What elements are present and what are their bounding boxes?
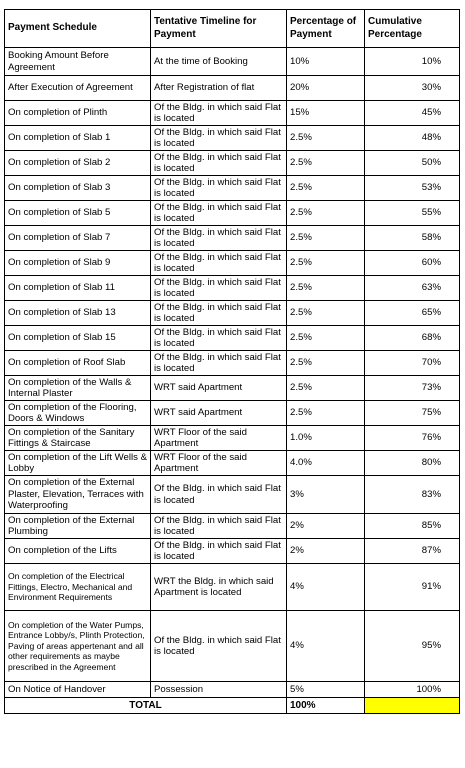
payment-schedule-cell: On completion of Slab 9: [5, 251, 151, 276]
table-row: [5, 682, 460, 698]
payment-schedule-cell: On completion of the Lift Wells & Lobby: [5, 451, 151, 476]
percentage-cell: 2.5%: [287, 201, 365, 226]
percentage-cell: 2%: [287, 539, 365, 564]
table-row: [5, 564, 460, 611]
payment-schedule-cell: On Notice of Handover: [5, 682, 151, 698]
table-row: [5, 48, 460, 76]
percentage-cell: 2.5%: [287, 151, 365, 176]
table-row: [5, 539, 460, 564]
timeline-cell: WRT Floor of the said Apartment: [151, 451, 287, 476]
percentage-cell: 10%: [287, 48, 365, 76]
cumulative-cell: 91%: [365, 564, 460, 611]
table-row: [5, 76, 460, 101]
table-row: [5, 426, 460, 451]
total-percentage: 100%: [287, 698, 365, 714]
table-row: [5, 126, 460, 151]
payment-schedule-cell: On completion of the Sanitary Fittings & Staircase: [5, 426, 151, 451]
percentage-cell: 1.0%: [287, 426, 365, 451]
timeline-cell: At the time of Booking: [151, 48, 287, 76]
table-row: [5, 226, 460, 251]
percentage-cell: 2.5%: [287, 226, 365, 251]
timeline-cell: Of the Bldg. in which said Flat is located: [151, 276, 287, 301]
timeline-cell: Of the Bldg. in which said Flat is located: [151, 176, 287, 201]
timeline-cell: Of the Bldg. in which said Flat is located: [151, 251, 287, 276]
cumulative-cell: 48%: [365, 126, 460, 151]
payment-schedule-cell: On completion of Plinth: [5, 101, 151, 126]
total-label: TOTAL: [5, 698, 287, 714]
percentage-cell: 2.5%: [287, 351, 365, 376]
timeline-cell: Of the Bldg. in which said Flat is located: [151, 514, 287, 539]
cumulative-cell: 63%: [365, 276, 460, 301]
cumulative-cell: 60%: [365, 251, 460, 276]
cumulative-cell: 87%: [365, 539, 460, 564]
percentage-cell: 2.5%: [287, 126, 365, 151]
payment-schedule-cell: Booking Amount Before Agreement: [5, 48, 151, 76]
percentage-cell: 2.5%: [287, 276, 365, 301]
table-row: [5, 401, 460, 426]
timeline-cell: Of the Bldg. in which said Flat is located: [151, 611, 287, 682]
payment-schedule-cell: On completion of the Lifts: [5, 539, 151, 564]
payment-schedule-cell: On completion of Slab 11: [5, 276, 151, 301]
total-highlight-cell: [365, 698, 460, 714]
timeline-cell: Of the Bldg. in which said Flat is located: [151, 301, 287, 326]
percentage-cell: 2%: [287, 514, 365, 539]
cumulative-cell: 10%: [365, 48, 460, 76]
percentage-cell: 4%: [287, 564, 365, 611]
percentage-cell: 2.5%: [287, 251, 365, 276]
table-row: [5, 176, 460, 201]
payment-schedule-table: [4, 9, 460, 714]
cumulative-cell: 58%: [365, 226, 460, 251]
cumulative-cell: 68%: [365, 326, 460, 351]
header-percentage: Percentage of Payment: [287, 10, 365, 48]
cumulative-cell: 70%: [365, 351, 460, 376]
table-row: [5, 326, 460, 351]
payment-schedule-cell: On completion of Slab 15: [5, 326, 151, 351]
timeline-cell: WRT Floor of the said Apartment: [151, 426, 287, 451]
table-row: [5, 351, 460, 376]
timeline-cell: WRT the Bldg. in which said Apartment is located: [151, 564, 287, 611]
table-row: [5, 101, 460, 126]
table-row: [5, 301, 460, 326]
percentage-cell: 2.5%: [287, 376, 365, 401]
timeline-cell: Of the Bldg. in which said Flat is located: [151, 201, 287, 226]
timeline-cell: Of the Bldg. in which said Flat is located: [151, 539, 287, 564]
cumulative-cell: 30%: [365, 76, 460, 101]
cumulative-cell: 100%: [365, 682, 460, 698]
timeline-cell: Of the Bldg. in which said Flat is located: [151, 126, 287, 151]
cumulative-cell: 45%: [365, 101, 460, 126]
payment-schedule-cell: After Execution of Agreement: [5, 76, 151, 101]
cumulative-cell: 53%: [365, 176, 460, 201]
percentage-cell: 2.5%: [287, 176, 365, 201]
payment-schedule-cell: On completion of the Water Pumps, Entrance Lobby/s, Plinth Protection, Paving of areas appertenant and all other requirements as maybe prescribed in the Agreement: [5, 611, 151, 682]
payment-schedule-cell: On completion of the Electrical Fittings, Electro, Mechanical and Environment Requirements: [5, 564, 151, 611]
percentage-cell: 2.5%: [287, 326, 365, 351]
table-row: [5, 151, 460, 176]
table-row: [5, 251, 460, 276]
cumulative-cell: 76%: [365, 426, 460, 451]
timeline-cell: WRT said Apartment: [151, 401, 287, 426]
table-row: [5, 376, 460, 401]
table-row: [5, 611, 460, 682]
cumulative-cell: 95%: [365, 611, 460, 682]
percentage-cell: 3%: [287, 476, 365, 514]
percentage-cell: 15%: [287, 101, 365, 126]
payment-schedule-cell: On completion of the Walls & Internal Plaster: [5, 376, 151, 401]
cumulative-cell: 85%: [365, 514, 460, 539]
percentage-cell: 4%: [287, 611, 365, 682]
payment-schedule-cell: On completion of Slab 3: [5, 176, 151, 201]
timeline-cell: Of the Bldg. in which said Flat is located: [151, 226, 287, 251]
payment-schedule-cell: On completion of Roof Slab: [5, 351, 151, 376]
timeline-cell: Of the Bldg. in which said Flat is located: [151, 476, 287, 514]
timeline-cell: Of the Bldg. in which said Flat is located: [151, 101, 287, 126]
payment-schedule-cell: On completion of Slab 1: [5, 126, 151, 151]
timeline-cell: After Registration of flat: [151, 76, 287, 101]
timeline-cell: Of the Bldg. in which said Flat is located: [151, 326, 287, 351]
table-row: [5, 514, 460, 539]
header-row: [5, 10, 460, 48]
cumulative-cell: 55%: [365, 201, 460, 226]
percentage-cell: 20%: [287, 76, 365, 101]
cumulative-cell: 65%: [365, 301, 460, 326]
percentage-cell: 5%: [287, 682, 365, 698]
cumulative-cell: 73%: [365, 376, 460, 401]
table-row: [5, 201, 460, 226]
payment-schedule-cell: On completion of Slab 7: [5, 226, 151, 251]
percentage-cell: 2.5%: [287, 401, 365, 426]
timeline-cell: WRT said Apartment: [151, 376, 287, 401]
header-timeline: Tentative Timeline for Payment: [151, 10, 287, 48]
payment-schedule-cell: On completion of the External Plumbing: [5, 514, 151, 539]
timeline-cell: Of the Bldg. in which said Flat is located: [151, 151, 287, 176]
timeline-cell: Possession: [151, 682, 287, 698]
table-row: [5, 276, 460, 301]
table-row: [5, 451, 460, 476]
cumulative-cell: 50%: [365, 151, 460, 176]
cumulative-cell: 83%: [365, 476, 460, 514]
header-cumulative: Cumulative Percentage: [365, 10, 460, 48]
payment-schedule-cell: On completion of the External Plaster, Elevation, Terraces with Waterproofing: [5, 476, 151, 514]
payment-schedule-cell: On completion of Slab 13: [5, 301, 151, 326]
percentage-cell: 2.5%: [287, 301, 365, 326]
percentage-cell: 4.0%: [287, 451, 365, 476]
payment-schedule-cell: On completion of Slab 5: [5, 201, 151, 226]
header-payment-schedule: Payment Schedule: [5, 10, 151, 48]
payment-schedule-cell: On completion of the Flooring, Doors & Windows: [5, 401, 151, 426]
payment-schedule-cell: On completion of Slab 2: [5, 151, 151, 176]
cumulative-cell: 75%: [365, 401, 460, 426]
cumulative-cell: 80%: [365, 451, 460, 476]
total-row: [5, 698, 460, 714]
table-row: [5, 476, 460, 514]
timeline-cell: Of the Bldg. in which said Flat is located: [151, 351, 287, 376]
